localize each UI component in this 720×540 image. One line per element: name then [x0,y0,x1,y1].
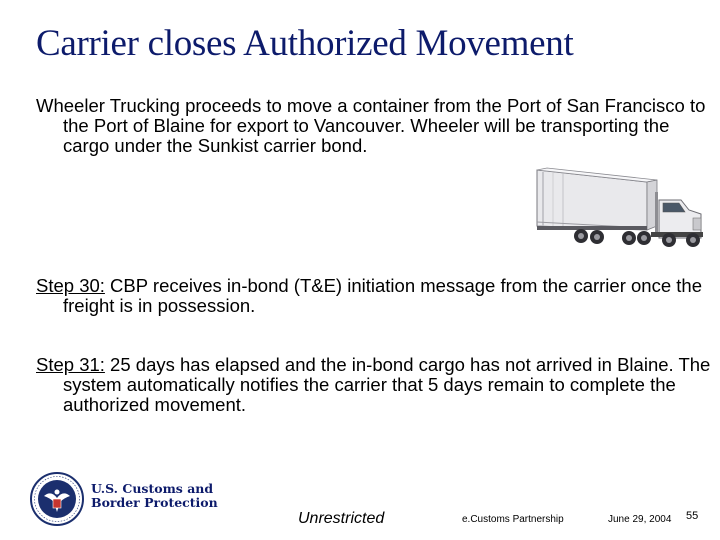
step-30-paragraph [36,276,713,316]
slide-title: Carrier closes Authorized Movement [36,23,574,64]
date-label: June 29, 2004 [608,514,672,525]
agency-name-line-1: U.S. Customs and [91,481,214,496]
dhs-seal-icon [30,472,84,526]
step-31-label: Step 31: [36,354,105,375]
agency-name [91,482,218,510]
step-30-text: CBP receives in-bond (T&E) initiation message from the carrier once the freight is in possession. [63,275,702,316]
agency-logo [30,470,220,528]
truck-icon [529,160,709,252]
page-number: 55 [686,510,699,522]
agency-name-line-2: Border Protection [91,495,218,510]
partner-label: e.Customs Partnership [462,514,564,525]
step-31-text: 25 days has elapsed and the in-bond cargo has not arrived in Blaine. The system automatically notifies the carrier that 5 days remain to complete the authorized movement. [63,354,711,415]
intro-paragraph: Wheeler Trucking proceeds to move a container from the Port of San Francisco to the Port of Blaine for export to Vancouver. Wheeler will be transporting the cargo under the Sunkist carrier bond. [36,95,706,156]
step-30-label: Step 30: [36,275,105,296]
step-31-paragraph [36,355,713,415]
classification-label: Unrestricted [298,510,385,527]
